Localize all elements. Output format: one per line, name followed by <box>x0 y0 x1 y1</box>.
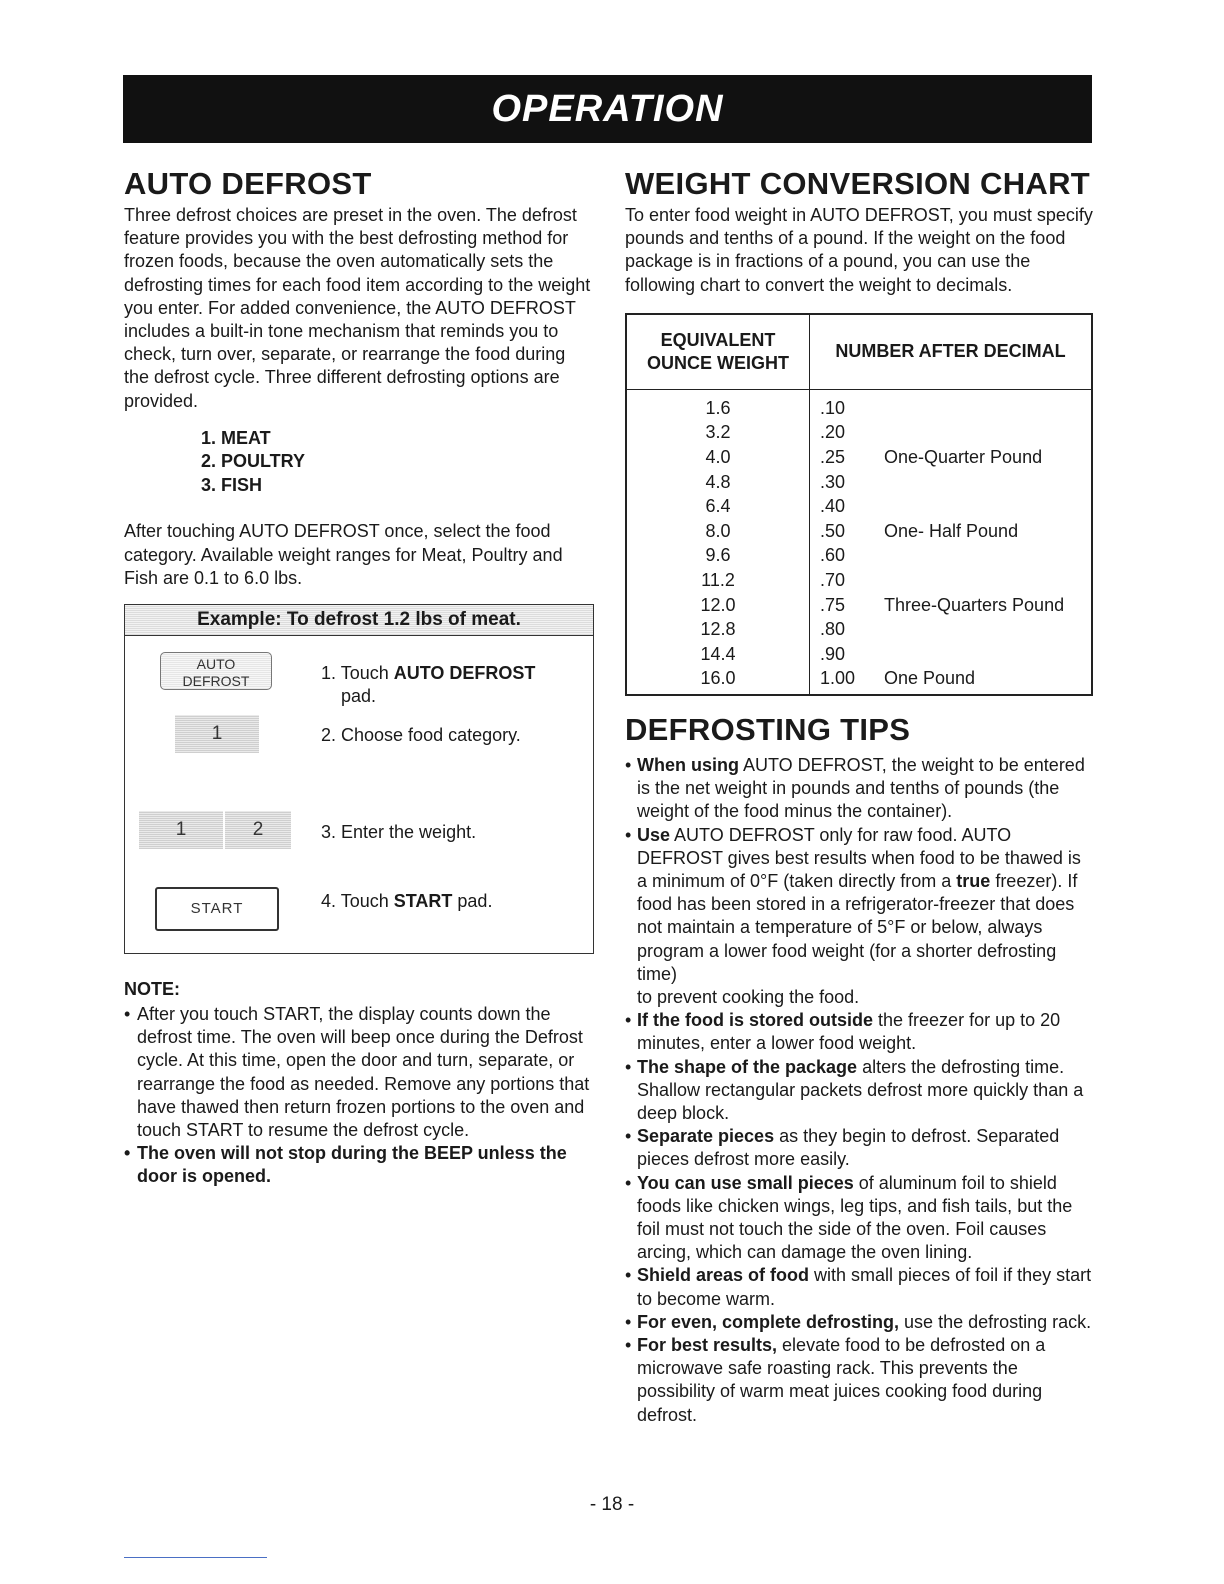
decimal-cell <box>810 543 1093 568</box>
ounce-cell: 1.6 <box>626 389 810 420</box>
header-text: EQUIVALENT <box>660 329 776 350</box>
list-item: 3. FISH <box>201 474 263 495</box>
defrost-category-list <box>201 427 594 498</box>
decimal-cell <box>810 470 1093 495</box>
example-box <box>124 604 594 954</box>
ounce-cell: 12.0 <box>626 593 810 618</box>
key-label: AUTO <box>196 655 236 672</box>
decimal-value: .50 <box>820 520 846 541</box>
decimal-note: Three-Quarters Pound <box>884 594 1065 615</box>
decimal-note: One-Quarter Pound <box>884 447 1043 467</box>
decimal-cell <box>810 420 1093 445</box>
tip-text: of aluminum foil to shield foods like chicken wings, leg tips, and fish tails, but the foil must not touch the side of the oven. Foil causes arcing, which can damage the oven lining. <box>637 1172 1073 1263</box>
tip-text: elevate food to be defrosted on a microwave safe roasting rack. This prevents the possibility of warm meat juices cooking food during defrost. <box>637 1335 1046 1425</box>
decimal-cell <box>810 666 1093 695</box>
tip-bold: Use <box>637 824 671 845</box>
table-row <box>626 568 1092 593</box>
table-row <box>626 666 1092 695</box>
ounce-cell: 6.4 <box>626 494 810 519</box>
step-text: pad. <box>341 686 377 707</box>
decimal-value: .20 <box>820 422 846 443</box>
tip-bold: When using <box>637 754 739 775</box>
tip-text: use the defrosting rack. <box>899 1311 1092 1332</box>
list-item: 2. POULTRY <box>201 451 306 472</box>
table-row <box>626 617 1092 642</box>
list-item <box>625 1172 1095 1265</box>
table-row <box>626 519 1092 544</box>
decimal-value: .80 <box>820 619 846 640</box>
tip-text: to prevent cooking the food. <box>637 986 860 1007</box>
decimal-value: .60 <box>820 545 846 566</box>
page-number: - 18 - <box>589 1494 635 1515</box>
defrosting-tips-heading: DEFROSTING TIPS <box>625 711 911 747</box>
decimal-value: .10 <box>820 397 846 418</box>
decimal-note: One- Half Pound <box>884 520 1019 541</box>
tips-list <box>625 754 1095 1427</box>
tip-bold: Separate pieces <box>637 1126 775 1147</box>
decimal-cell <box>810 519 1093 544</box>
decimal-cell <box>810 389 1093 420</box>
tip-text: AUTO DEFROST only for raw food. AUTO DEFROST gives best results when food to be thawed is a minimum of 0°F (taken directly from a <box>637 824 1081 891</box>
tip-text: freezer). If food has been stored in a refrigerator-freezer that does not maintain a temperature of 5°F or below, always program a lower food weight (for a shorter defrosting time) <box>637 870 1078 984</box>
decimal-value: .70 <box>820 569 846 590</box>
tip-text: alters the defrosting time. Shallow rectangular packets defrost more quickly than a deep block. <box>637 1056 1084 1123</box>
step-bold-text: START <box>393 890 453 911</box>
decimal-cell <box>810 445 1093 470</box>
table-row <box>626 642 1092 667</box>
decimal-value: .30 <box>820 471 846 492</box>
ounce-cell: 9.6 <box>626 543 810 568</box>
decimal-value: 1.00 <box>820 668 856 689</box>
column-header-ounce <box>626 314 810 390</box>
ounce-cell: 4.8 <box>626 470 810 495</box>
step-text: 1. Touch <box>321 662 394 683</box>
tip-text: AUTO DEFROST, the weight to be entered is the net weight in pounds and tenths of pounds (the weight of the food minus the container). <box>637 754 1085 822</box>
ounce-cell: 16.0 <box>626 666 810 695</box>
decimal-value: .75 <box>820 594 846 615</box>
ounce-cell: 3.2 <box>626 420 810 445</box>
section-banner: OPERATION <box>123 75 1092 143</box>
list-item <box>625 1056 1095 1126</box>
list-item: 1. MEAT <box>201 427 271 448</box>
step-text: pad. <box>452 890 493 911</box>
list-item: • After you touch START, the display counts down the defrost time. The oven will beep once during the Defrost cycle. At this time, open the door and turn, separate, or rearrange the food as needed. Remove any portions that have thawed then return frozen portions to the oven and touch START to resume the defrost cycle. <box>124 1003 594 1142</box>
start-key-icon: START <box>155 887 279 931</box>
table-row <box>626 494 1092 519</box>
table-row <box>626 420 1092 445</box>
decimal-cell <box>810 568 1093 593</box>
ounce-cell: 11.2 <box>626 568 810 593</box>
decimal-value: .40 <box>820 496 846 517</box>
list-item <box>625 754 1095 824</box>
note-list <box>124 1003 594 1189</box>
list-item <box>625 1264 1095 1310</box>
table-row <box>626 445 1092 470</box>
table-row <box>626 389 1092 420</box>
step-bold-text: AUTO DEFROST <box>393 662 536 683</box>
tip-text: the freezer for up to 20 minutes, enter a lower food weight. <box>637 1010 1061 1054</box>
auto-defrost-intro: Three defrost choices are preset in the oven. The defrost feature provides you with the best defrosting method for frozen foods, because the oven automatically sets the defrosting times for each food item according to the weight you enter. For added convenience, the AUTO DEFROST includes a built-in tone mechanism that reminds you to check, turn over, separate, or rearrange the food during the defrost cycle. Three different defrosting options are provided. <box>124 205 591 411</box>
tip-bold: The shape of the package <box>637 1056 858 1077</box>
step-4 <box>321 890 492 914</box>
ounce-cell: 4.0 <box>626 445 810 470</box>
weight-chart-heading: WEIGHT CONVERSION CHART <box>625 166 1091 201</box>
weight-conversion-table <box>625 313 1093 696</box>
decimal-cell <box>810 494 1093 519</box>
list-item <box>625 1311 1095 1334</box>
note-heading: NOTE: <box>124 978 180 999</box>
step-2: 2. Choose food category. <box>321 724 521 745</box>
list-item <box>625 1125 1095 1171</box>
tip-bold: If the food is stored outside <box>637 1010 874 1031</box>
step-3: 3. Enter the weight. <box>321 821 477 842</box>
auto-defrost-key-icon <box>160 652 272 690</box>
number-key-2-icon: 2 <box>225 811 291 849</box>
ounce-cell: 12.8 <box>626 617 810 642</box>
decimal-cell <box>810 617 1093 642</box>
ounce-cell: 8.0 <box>626 519 810 544</box>
auto-defrost-after-text: After touching AUTO DEFROST once, select the food category. Available weight ranges for Meat, Poultry and Fish are 0.1 to 6.0 lbs. <box>124 521 563 588</box>
decimal-cell <box>810 642 1093 667</box>
tip-bold: Shield areas of food <box>637 1265 810 1286</box>
column-header-decimal: NUMBER AFTER DECIMAL <box>810 314 1093 390</box>
tip-text: with small pieces of foil if they start to become warm. <box>637 1265 1092 1309</box>
table-header-row <box>626 314 1092 390</box>
header-text: OUNCE WEIGHT <box>647 352 789 373</box>
table-row <box>626 470 1092 495</box>
decimal-value: .25 <box>820 447 846 467</box>
table-row <box>626 543 1092 568</box>
key-label: DEFROST <box>182 672 250 689</box>
auto-defrost-heading: AUTO DEFROST <box>124 166 372 201</box>
number-key-1-icon: 1 <box>139 811 223 849</box>
footer-rule <box>124 1557 267 1558</box>
example-title: Example: To defrost 1.2 lbs of meat. <box>125 605 593 636</box>
tip-bold: For even, complete defrosting, <box>637 1311 900 1332</box>
weight-chart-intro: To enter food weight in AUTO DEFROST, you must specify pounds and tenths of a pound. If the weight on the food package is in fractions of a pound, you can use the following chart to convert the weight to decimals. <box>625 205 1093 295</box>
list-item <box>625 1009 1095 1055</box>
ounce-cell: 14.4 <box>626 642 810 667</box>
right-column <box>625 166 1095 1427</box>
step-1 <box>321 662 535 709</box>
tip-bold: For best results, <box>637 1335 778 1356</box>
decimal-note: One Pound <box>884 668 976 689</box>
number-key-1-icon: 1 <box>175 715 259 753</box>
list-item <box>625 1334 1095 1427</box>
tip-text: as they begin to defrost. Separated pieces defrost more easily. <box>637 1126 1060 1170</box>
list-item: • The oven will not stop during the BEEP unless the door is opened. <box>124 1142 594 1188</box>
decimal-value: .90 <box>820 643 846 664</box>
step-text: 4. Touch <box>321 890 394 911</box>
list-item <box>625 824 1095 1010</box>
decimal-cell <box>810 593 1093 618</box>
tip-bold: You can use small pieces <box>637 1172 854 1193</box>
left-column <box>124 166 594 1189</box>
tip-bold: true <box>956 870 991 891</box>
table-row <box>626 593 1092 618</box>
